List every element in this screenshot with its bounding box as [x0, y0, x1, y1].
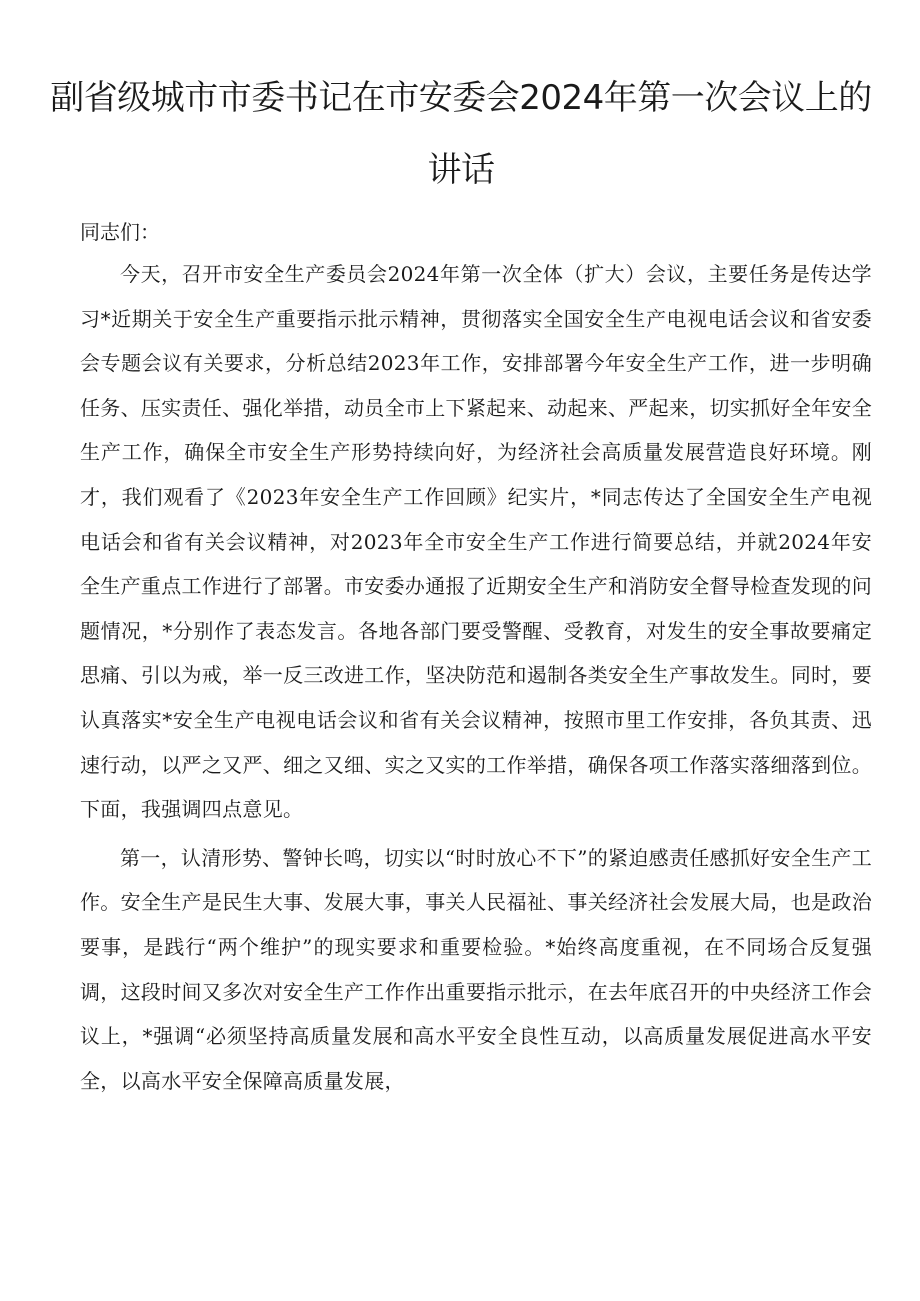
salutation: 同志们： — [80, 220, 160, 244]
document-title: 副省级城市市委书记在市安委会2024年第一次会议上的讲话 — [50, 78, 872, 190]
body-paragraph-1: 今天，召开市安全生产委员会2024年第一次全体（扩大）会议，主要任务是传达学习*近期关于安全生产重要指示批示精神，贯彻落实全国安全生产电视电话会议和省安委会专题会议有关要求，分析总结2023年工作，安排部署今年安全生产工作，进一步明确任务、压实责任、强化举措，动员全市上下紧起来、动起来、严起来，切实抓好全年安全生产工作，确保全市安全生产形势持续向好，为经济社会高质量发展营造良好环境。刚才，我们观看了《2023年安全生产工作回顾》纪实片，*同志传达了全国安全生产电视电话会和省有关会议精神，对2023年全市安全生产工作进行简要总结，并就2024年安全生产重点工作进行了部署。市安委办通报了近期安全生产和消防安全督导检查发现的问题情况，*分别作了表态发言。各地各部门要受警醒、受教育，对发生的安全事故要痛定思痛、引以为戒，举一反三改进工作，坚决防范和遏制各类安全生产事故发生。同时，要认真落实*安全生产电视电话会议和省有关会议精神，按照市里工作安排，各负其责、迅速行动，以严之又严、细之又细、实之又实的工作举措，确保各项工作落实落细落到位。下面，我强调四点意见。 — [80, 262, 872, 822]
body-paragraph-2: 第一，认清形势、警钟长鸣，切实以“时时放心不下”的紧迫感责任感抓好安全生产工作。安全生产是民生大事、发展大事，事关人民福祉、事关经济社会发展大局，也是政治要事，是践行“两个维护”的现实要求和重要检验。*始终高度重视，在不同场合反复强调，这段时间又多次对安全生产工作作出重要指示批示，在去年底召开的中央经济工作会议上，*强调“必须坚持高质量发展和高水平安全良性互动，以高质量发展促进高水平安全，以高水平安全保障高质量发展， — [80, 845, 872, 1093]
